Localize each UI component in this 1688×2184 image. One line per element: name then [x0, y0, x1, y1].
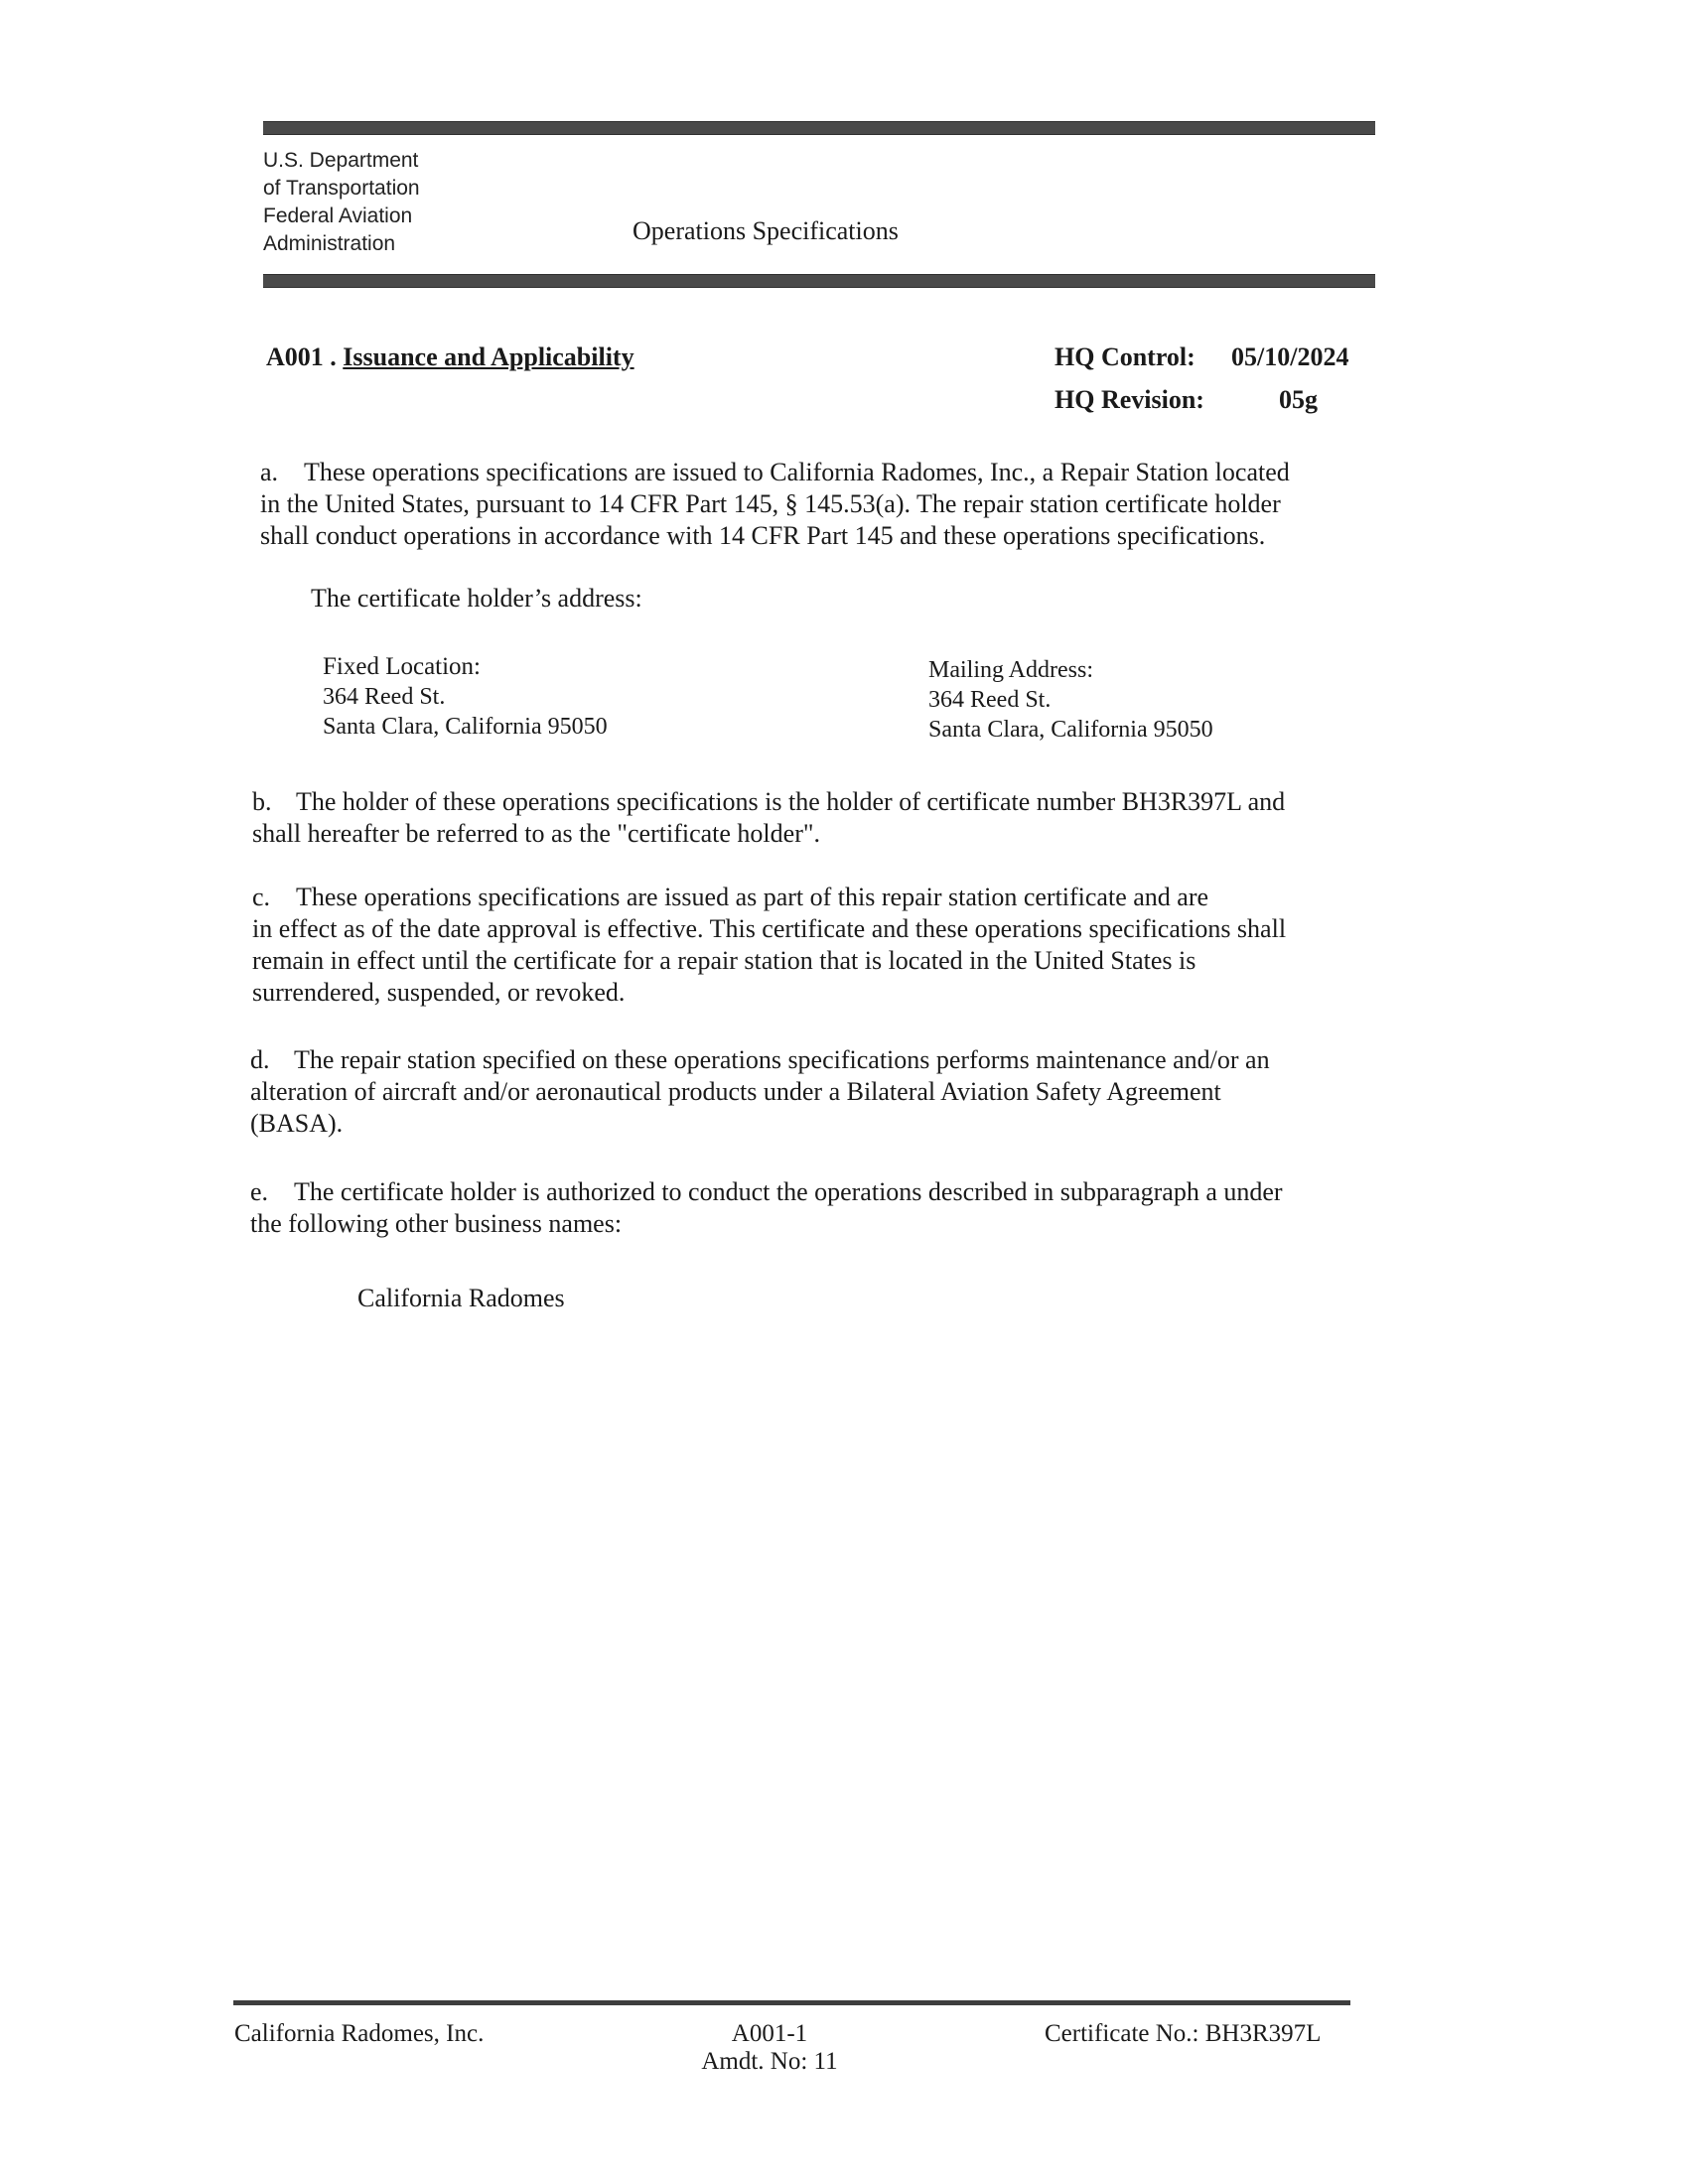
paragraph-label: c. — [252, 883, 271, 911]
paragraph-label: e. — [250, 1177, 269, 1206]
fixed-location-city: Santa Clara, California 95050 — [323, 714, 608, 740]
footer-rule — [233, 2000, 1350, 2005]
fixed-location-address — [323, 652, 608, 742]
footer-company: California Radomes, Inc. — [234, 2020, 485, 2047]
paragraph-line: (BASA). — [250, 1109, 344, 1138]
paragraph-line: remain in effect until the certificate for a repair station that is located in the United States is — [252, 946, 1196, 975]
paragraph-line: The holder of these operations specifications is the holder of certificate number BH3R397L and — [296, 787, 1286, 816]
agency-line: of Transportation — [263, 177, 420, 200]
paragraph-line: in effect as of the date approval is effective. This certificate and these operations specifications shall — [252, 914, 1287, 943]
paragraph-b — [252, 786, 1384, 850]
section-title: Issuance and Applicability — [343, 342, 634, 371]
paragraph-label: d. — [250, 1045, 270, 1074]
section-heading — [266, 342, 634, 372]
paragraph-line: The repair station specified on these operations specifications performs maintenance and/or an — [294, 1045, 1270, 1074]
paragraph-line: shall hereafter be referred to as the "certificate holder". — [252, 819, 820, 848]
hq-revision-value: 05g — [1279, 385, 1318, 414]
hq-revision — [1055, 385, 1318, 415]
paragraph-line: These operations specifications are issued as part of this repair station certificate and are — [296, 883, 1209, 911]
paragraph-line: in the United States, pursuant to 14 CFR Part 145, § 145.53(a). The repair station certificate holder — [260, 489, 1281, 518]
hq-revision-label: HQ Revision: — [1055, 385, 1204, 414]
agency-line: Administration — [263, 232, 396, 255]
header-top-rule — [263, 121, 1375, 135]
mailing-address-heading: Mailing Address: — [928, 657, 1093, 683]
business-name: California Radomes — [357, 1284, 565, 1312]
paragraph-a — [260, 457, 1392, 552]
footer-page-id: A001-1 — [731, 2020, 808, 2047]
footer-certificate: Certificate No.: BH3R397L — [1045, 2020, 1322, 2047]
agency-line: Federal Aviation — [263, 205, 413, 227]
paragraph-line: shall conduct operations in accordance with 14 CFR Part 145 and these operations specifications. — [260, 521, 1266, 550]
agency-line: U.S. Department — [263, 149, 419, 172]
section-code: A001 . — [266, 342, 337, 371]
paragraph-c — [252, 882, 1384, 1009]
header-bottom-rule — [263, 274, 1375, 288]
hq-control-label: HQ Control: — [1055, 342, 1196, 371]
paragraph-d — [250, 1044, 1382, 1140]
paragraph-line: the following other business names: — [250, 1209, 623, 1238]
paragraph-line: The certificate holder is authorized to conduct the operations described in subparagraph a under — [294, 1177, 1283, 1206]
footer-amendment: Amdt. No: 11 — [701, 2048, 838, 2075]
paragraph-e — [250, 1176, 1382, 1240]
agency-block — [263, 147, 420, 258]
mailing-address — [928, 655, 1213, 745]
paragraph-line: These operations specifications are issued to California Radomes, Inc., a Repair Station located — [304, 458, 1290, 486]
paragraph-line: surrendered, suspended, or revoked. — [252, 978, 626, 1007]
document-title: Operations Specifications — [633, 216, 899, 245]
mailing-address-city: Santa Clara, California 95050 — [928, 717, 1213, 743]
hq-control — [1055, 342, 1349, 372]
mailing-address-street: 364 Reed St. — [928, 687, 1052, 713]
paragraph-line: alteration of aircraft and/or aeronautical products under a Bilateral Aviation Safety Agreement — [250, 1077, 1221, 1106]
hq-control-value: 05/10/2024 — [1231, 342, 1349, 371]
paragraph-label: b. — [252, 787, 272, 816]
fixed-location-heading: Fixed Location: — [323, 653, 481, 680]
paragraph-label: a. — [260, 458, 279, 486]
fixed-location-street: 364 Reed St. — [323, 684, 446, 710]
footer-page-block — [596, 2020, 943, 2076]
address-intro: The certificate holder’s address: — [311, 584, 642, 613]
